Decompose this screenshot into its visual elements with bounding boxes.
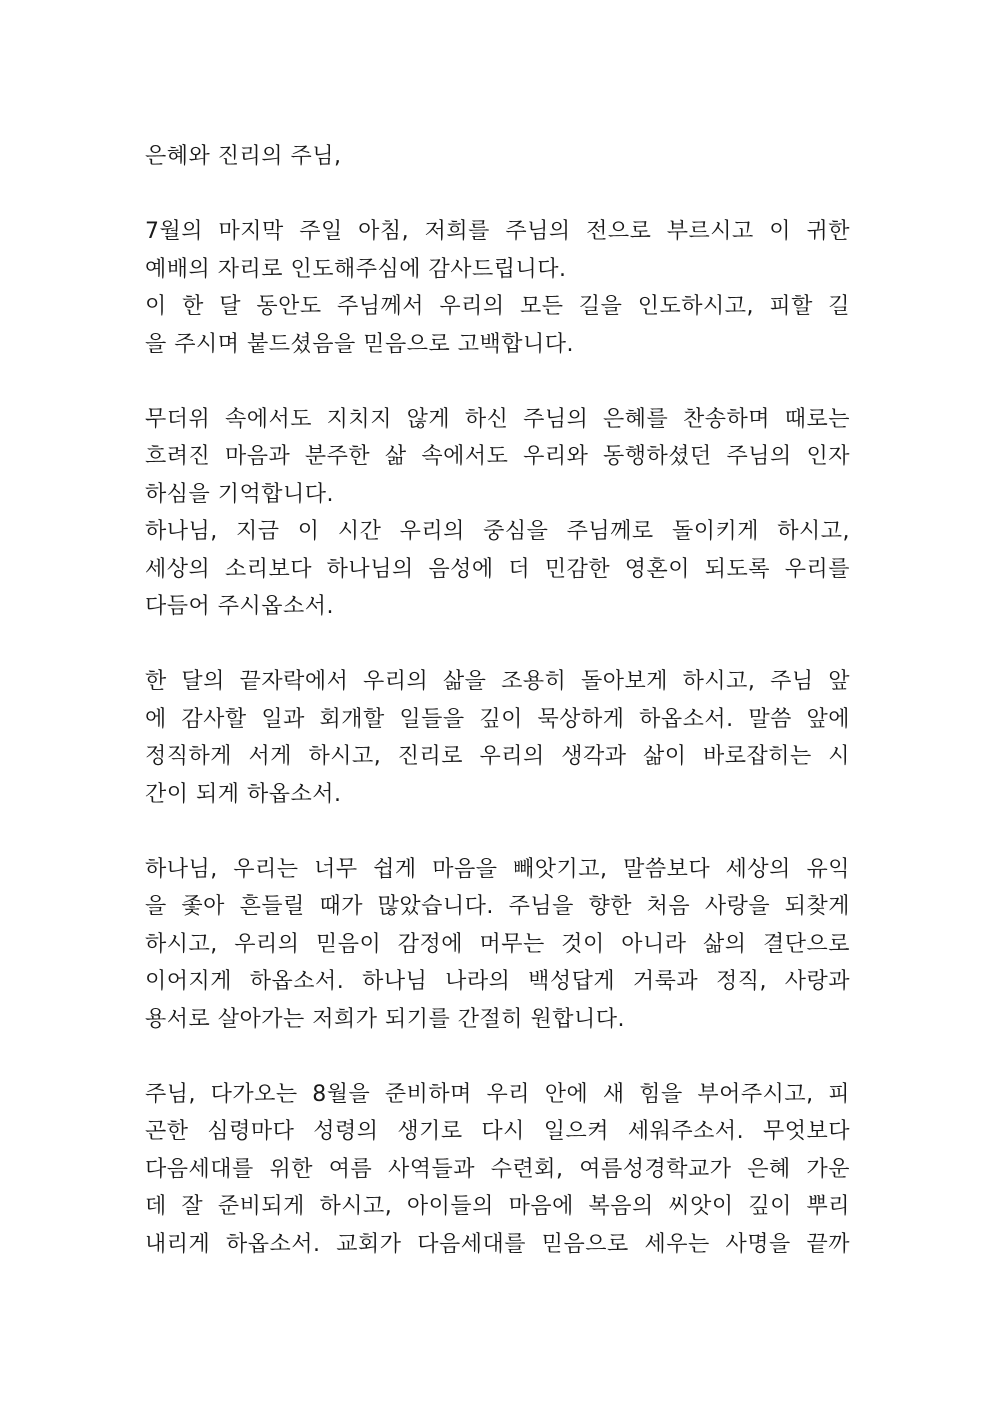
text-line: 에 감사할 일과 회개할 일들을 깊이 묵상하게 하옵소서. 말씀 앞에 [145,706,850,732]
text-line: 을 주시며 붙드셨음을 믿음으로 고백합니다. [145,331,575,357]
prayer-text [145,138,850,1263]
blank-line [145,813,850,851]
text-line: 간이 되게 하옵소서. [145,781,342,807]
text-line: 이어지게 하옵소서. 하나님 나라의 백성답게 거룩과 정직, 사랑과 [145,969,850,994]
text-line: 무더위 속에서도 지치지 않게 하신 주님의 은혜를 찬송하며 때로는 [145,406,850,432]
text-line: 예배의 자리로 인도해주심에 감사드립니다. [145,256,567,282]
text-line: 하나님, 지금 이 시간 우리의 중심을 주님께로 돌이키게 하시고, [145,519,850,544]
text-line: 정직하게 서게 하시고, 진리로 우리의 생각과 삶이 바로잡히는 시 [145,744,850,769]
text-line: 한 달의 끝자락에서 우리의 삶을 조용히 돌아보게 하시고, 주님 앞 [145,669,850,694]
blank-line [145,176,850,214]
text-line: 주님, 다가오는 8월을 준비하며 우리 안에 새 힘을 부어주시고, 피 [145,1081,850,1107]
text-line: 7월의 마지막 주일 아침, 저희를 주님의 전으로 부르시고 이 귀한 [145,219,850,244]
text-line: 하나님, 우리는 너무 쉽게 마음을 빼앗기고, 말씀보다 세상의 유익 [145,856,850,882]
text-line: 용서로 살아가는 저희가 되기를 간절히 원합니다. [145,1006,626,1032]
text-line: 곤한 심령마다 성령의 생기로 다시 일으켜 세워주소서. 무엇보다 [145,1119,850,1144]
text-line: 은혜와 진리의 주님, [145,144,342,169]
text-line: 이 한 달 동안도 주님께서 우리의 모든 길을 인도하시고, 피할 길 [145,294,850,319]
text-line: 하심을 기억합니다. [145,481,335,507]
text-line: 흐려진 마음과 분주한 삶 속에서도 우리와 동행하셨던 주님의 인자 [145,444,850,469]
text-line: 데 잘 준비되게 하시고, 아이들의 마음에 복음의 씨앗이 깊이 뿌리 [145,1194,850,1219]
text-line: 다음세대를 위한 여름 사역들과 수련회, 여름성경학교가 은혜 가운 [145,1156,850,1182]
text-line: 내리게 하옵소서. 교회가 다음세대를 믿음으로 세우는 사명을 끝까 [145,1231,850,1257]
blank-line [145,363,850,401]
text-line: 세상의 소리보다 하나님의 음성에 더 민감한 영혼이 되도록 우리를 [145,556,850,582]
text-line: 을 좇아 흔들릴 때가 많았습니다. 주님을 향한 처음 사랑을 되찾게 [145,894,850,919]
blank-line [145,1038,850,1076]
text-line: 하시고, 우리의 믿음이 감정에 머무는 것이 아니라 삶의 결단으로 [145,931,850,957]
text-line: 다듬어 주시옵소서. [145,594,335,619]
blank-line [145,626,850,664]
